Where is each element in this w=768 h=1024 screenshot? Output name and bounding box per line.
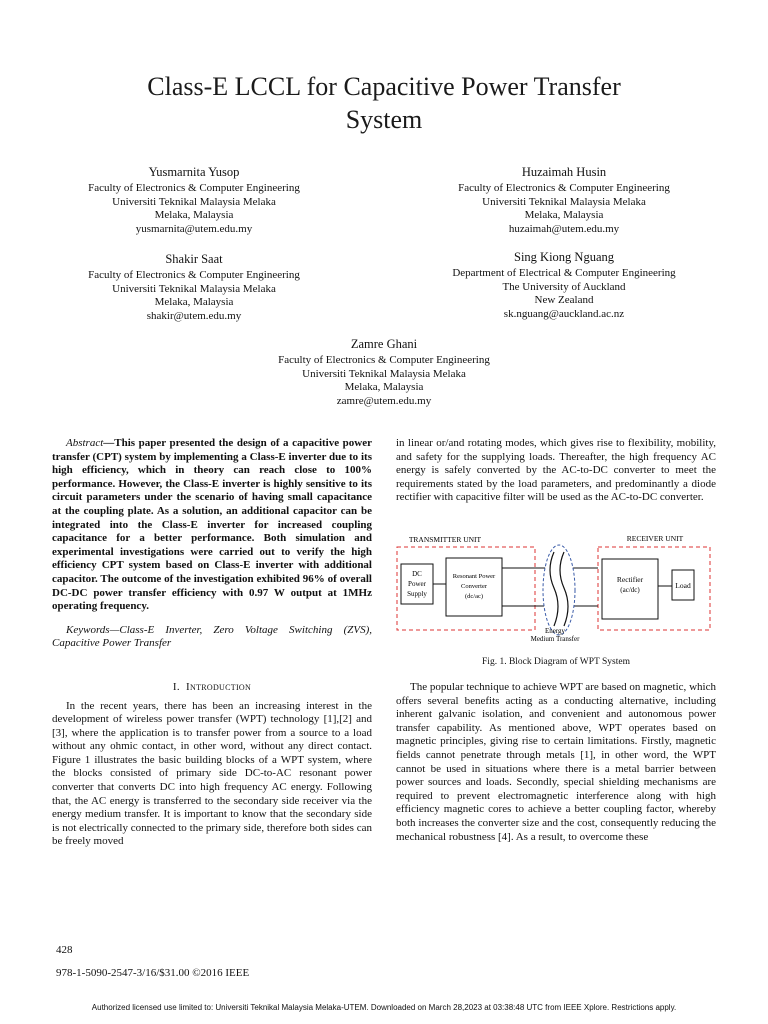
author-inst: The University of Auckland — [502, 280, 626, 293]
right-column-bottom — [396, 681, 716, 844]
author-email[interactable]: yusmarnita@utem.edu.my — [135, 222, 253, 235]
author-email[interactable]: sk.nguang@auckland.ac.nz — [503, 307, 625, 320]
left-column — [52, 437, 372, 849]
author-dept: Faculty of Electronics & Computer Engineering — [88, 182, 300, 194]
isbn-copyright: 978-1-5090-2547-3/16/$31.00 ©2016 IEEE — [56, 967, 250, 979]
rpc-label-2: Converter — [461, 583, 487, 590]
title-line-2: System — [345, 105, 423, 134]
author-location: Melaka, Malaysia — [344, 381, 424, 393]
author-block-2 — [414, 164, 714, 236]
author-inst: Universiti Teknikal Malaysia Melaka — [112, 195, 276, 208]
figure-1-block-diagram — [392, 530, 722, 648]
receiver-unit-label: RECEIVER UNIT — [626, 534, 684, 543]
author-dept: Faculty of Electronics & Computer Engineering — [458, 182, 670, 194]
energy-medium-ellipse — [543, 545, 575, 635]
author-block-3 — [44, 251, 344, 323]
author-dept: Department of Electrical & Computer Engineering — [452, 267, 676, 279]
author-block-1 — [44, 164, 344, 236]
rpc-label-1: Resonant Power — [452, 573, 496, 580]
author-name: Zamre Ghani — [350, 337, 418, 351]
dc-label-1: DC — [412, 570, 422, 578]
load-label: Load — [675, 581, 691, 590]
author-name: Yusmarnita Yusop — [148, 165, 240, 179]
author-location: Melaka, Malaysia — [154, 296, 234, 308]
title-line-1: Class-E LCCL for Capacitive Power Transfer — [147, 72, 621, 101]
figure-1-caption: Fig. 1. Block Diagram of WPT System — [482, 657, 630, 667]
dc-label-3: Supply — [407, 590, 427, 598]
author-name: Sing Kiong Nguang — [514, 250, 614, 264]
author-location: New Zealand — [534, 294, 594, 306]
rpc-label-3: (dc/ac) — [464, 593, 484, 600]
author-email[interactable]: shakir@utem.edu.my — [146, 309, 242, 322]
rectifier-label-1: Rectifier — [616, 575, 644, 584]
paper-title — [0, 70, 768, 136]
author-email[interactable]: huzaimah@utem.edu.my — [508, 222, 620, 235]
author-dept: Faculty of Electronics & Computer Engineering — [278, 354, 490, 366]
author-name: Shakir Saat — [165, 252, 223, 266]
abstract-text: —This paper presented the design of a capacitive power transfer (CPT) system by implementing a Class-E inverter due to its high efficiency, which in theory can reach close to 100% performance. However, the Class-E inverter is highly sensitive to its circuit parameters under the scenario of having small capacitance at the coupling plate. As a solution, an additional capacitor can be integrated into the Class-E inverter for increased coupling capacitance for a better performance. Both simulation and experimental investigations were carried out to verify the high efficiency CPT system based on Class-E inverter with additional capacitor. The outcome of the investigation exhibited 96% of overall DC-DC power transfer efficiency with 0.97 W output at 1MHz operating frequency. — [52, 437, 372, 613]
keywords: Keywords—Class-E Inverter, Zero Voltage Switching (ZVS), Capacitive Power Transfer — [52, 623, 372, 650]
right-column-top — [396, 437, 716, 505]
abstract-label: Abstract — [66, 437, 104, 449]
section-title: Introduction — [186, 680, 252, 693]
page-number: 428 — [56, 944, 73, 956]
author-email[interactable]: zamre@utem.edu.my — [336, 394, 432, 407]
intro-paragraph-left: In the recent years, there has been an increasing interest in the development of wireless power transfer (WPT) technology [1],[2] and [3], where the application is to transfer power from a source to a load without any ohmic contact, in other word, without any direct contact. Figure 1 illustrates the basic building blocks of a WPT system, where the blocks consisted of primary side DC-to-AC resonant power converter that converts DC into high frequency AC energy. Following that, the AC energy is transferred to the secondary side receiver via the energy medium transfer. It is important to know that the secondary side is not electrically connected to the primary side, therefore both sides can be freely moved — [52, 699, 372, 848]
author-location: Melaka, Malaysia — [154, 209, 234, 221]
author-name: Huzaimah Husin — [521, 165, 607, 179]
dc-label-2: Power — [408, 580, 426, 588]
author-block-4 — [414, 249, 714, 321]
intro-paragraph-continued: in linear or/and rotating modes, which gives rise to flexibility, mobility, and safety for the supplying loads. Thereafter, the high frequency AC energy is safely converted by the AC-to-DC converter to meet the requirements stated by the load parameters, and predominantly a diode rectifier with capacitive filter will be used as the AC-to-DC converter. — [396, 437, 716, 504]
section-number: I. — [172, 680, 180, 693]
author-inst: Universiti Teknikal Malaysia Melaka — [112, 282, 276, 295]
transmitter-unit-label: TRANSMITTER UNIT — [408, 535, 482, 544]
author-inst: Universiti Teknikal Malaysia Melaka — [482, 195, 646, 208]
abstract — [52, 437, 372, 614]
rectifier-label-2: (ac/dc) — [620, 586, 640, 594]
author-inst: Universiti Teknikal Malaysia Melaka — [302, 367, 466, 380]
energy-label-1: Energy — [544, 627, 566, 635]
license-notice: Authorized licensed use limited to: Universiti Teknikal Malaysia Melaka-UTEM. Downloaded on March 28,2023 at 03:38:48 UTC from IEEE Xplore. Restrictions apply. — [91, 1003, 677, 1012]
energy-label-2: Medium Transfer — [530, 635, 580, 643]
author-block-5 — [234, 336, 534, 408]
section-heading-introduction — [52, 681, 372, 695]
author-location: Melaka, Malaysia — [524, 209, 604, 221]
right-paragraph-2: The popular technique to achieve WPT are based on magnetic, which offers several benefits acting as a conducting alternative, including inherent galvanic isolation, and convenient and autonomous power transfer capability. As mentioned above, WPT operates based on magnetic principles, giving rise to certain limitations. Firstly, magnetic fields cannot penetrate through metals [1], in other word, the WPT cannot be used in situations where there is a metal barrier between power sources and loads. Secondly, special shielding mechanisms are required to prevent electromagnetic interference along with high efficiency magnetic cores to achieve a better coupling factor, whereby both increases the converter size and the cost, consequently reducing the mechanical robustness [4]. As a result, to overcome these — [396, 681, 716, 843]
author-dept: Faculty of Electronics & Computer Engineering — [88, 269, 300, 281]
